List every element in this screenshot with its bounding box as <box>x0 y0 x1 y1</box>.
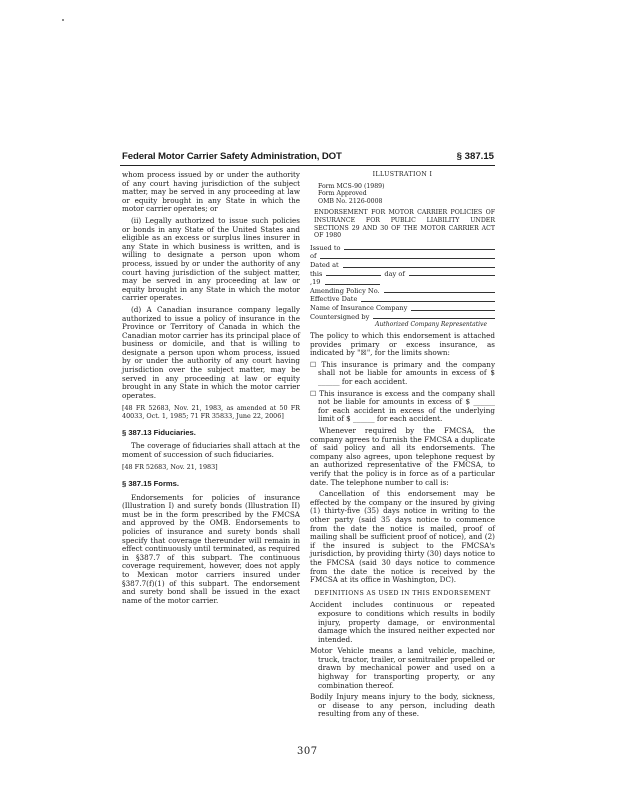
day-of-label: day of <box>384 269 405 278</box>
header-rule <box>120 165 495 166</box>
running-title: Federal Motor Carrier Safety Administration, DOT <box>122 151 342 162</box>
citation-2: [48 FR 52683, Nov. 21, 1983] <box>122 463 218 472</box>
of-field <box>310 252 495 261</box>
issued-to-field <box>310 244 495 253</box>
countersigned-field <box>310 313 495 322</box>
page-number: 307 <box>297 746 318 757</box>
left-column <box>122 171 300 608</box>
definition-accident: Accident includes continuous or repeated exposure to conditions which results in bodily injury, property damage, or environmental damage which the insured neither expected nor intended. <box>310 600 495 644</box>
left-paragraph-5: Endorsements for policies of insurance (Illustration I) and surety bonds (Illustration II) must be in the form prescribed by the FMCSA and approved by the OMB. Endorsements to policies of insurance and surety bonds shall specify that coverage thereunder will remain in effect continuously until terminated, as required in §387.7 of this subpart. The continuous coverage requirement, however, does not apply to Mexican motor carriers insured under §387.7(f)(1) of this subpart. The endorsement and surety bond shall be issued in the exact name of the motor carrier. <box>122 492 300 605</box>
issued-to-label: Issued to <box>310 243 341 252</box>
left-paragraph-4: The coverage of fiduciaries shall attach at the moment of succession of such fiduciaries. <box>122 441 300 459</box>
dated-at-field <box>310 261 495 270</box>
amending-policy-field <box>310 287 495 296</box>
section-heading-forms: § 387.15 Forms. <box>122 479 179 488</box>
illustration-label: ILLUSTRATION I <box>372 171 433 178</box>
form-number: Form MCS-90 (1989) <box>318 182 385 190</box>
form-approved: Form Approved <box>318 190 367 198</box>
left-paragraph-3: (d) A Canadian insurance company legally authorized to issue a policy of insurance in the Province or Territory of Canada in which the Canadian motor carrier has its principal place of business or domicile, and that is willing to designate a person upon whom process, issued by or under the authority of any court having jurisdiction over the subject matter, may be served in any proceeding at law or equity brought in any State in which the motor carrier operates. <box>122 304 300 400</box>
definitions-title: DEFINITIONS AS USED IN THIS ENDORSEMENT <box>314 589 491 597</box>
primary-insurance-option: ☐ This insurance is primary and the company shall not be liable for amounts in excess of $ ______ for each accident. <box>310 359 495 387</box>
left-paragraph-1: whom process issued by or under the authority of any court having jurisdiction of the subject matter, may be served in any proceeding at law or equity brought in any State in which the motor carrier operates; or <box>122 170 300 214</box>
endorsement-paragraph-5: Cancellation of this endorsement may be effected by the company or the insured by giving (1) thirty-five (35) days notice in writing to the other party (said 35 days notice to commence from the date the notice is mailed, proof of mailing shall be sufficient proof of notice), and (2) if the insured is subject to the FMCSA's jurisdiction, by providing thirty (30) days notice to the FMCSA (said 30 days notice to commence from the date the notice is received by the FMCSA at its office in Washington, DC). <box>310 489 495 585</box>
this-day-field <box>310 270 495 279</box>
omb-number: OMB No. 2126-0008 <box>318 197 383 205</box>
effective-date-field <box>310 295 495 304</box>
endorsement-paragraph-1: The policy to which this endorsement is attached provides primary or excess insurance, as indicated by "☒", for the limits shown: <box>310 331 495 358</box>
insurance-company-field <box>310 304 495 313</box>
section-heading-fiduciaries: § 387.13 Fiduciaries. <box>122 427 196 437</box>
insurance-company-label: Name of Insurance Company <box>310 303 408 312</box>
citation-1: [48 FR 52683, Nov. 21, 1983, as amended at 50 FR 40033, Oct. 1, 1985; 71 FR 35833, June 22, 2006] <box>122 404 300 421</box>
year-label: ,19 <box>310 278 321 287</box>
right-column <box>310 171 495 722</box>
effective-date-label: Effective Date <box>310 295 358 304</box>
left-paragraph-2: (ii) Legally authorized to issue such policies or bonds in any State of the United States and eligible as an excess or surplus lines insurer in any State in which business is written, and is willing to designate a person upon whom process, issued by or under the authority of any court having jurisdiction of the subject matter, may be served in any proceeding at law or equity brought in any State in which the motor carrier operates. <box>122 215 300 303</box>
amending-policy-label: Amending Policy No. <box>310 286 380 295</box>
definition-bodily-injury: Bodily Injury means injury to the body, sickness, or disease to any person, including death resulting from any of these. <box>310 692 495 719</box>
dated-at-label: Dated at <box>310 260 339 269</box>
section-number: § 387.15 <box>456 151 494 162</box>
of-label: of <box>310 252 317 261</box>
definition-motor-vehicle: Motor Vehicle means a land vehicle, machine, truck, tractor, trailer, or semitrailer propelled or drawn by mechanical power and used on a highway for transporting property, or any combination thereof. <box>310 646 495 690</box>
this-label: this <box>310 269 323 278</box>
countersigned-label: Countersigned by <box>310 312 370 321</box>
excess-insurance-option: ☐ This insurance is excess and the company shall not be liable for amounts in excess of $ ______ for each accident in excess of the underlying limit of $ ______ for each accident. <box>310 388 495 424</box>
endorsement-paragraph-4: Whenever required by the FMCSA, the company agrees to furnish the FMCSA a duplicate of said policy and all its endorsements. The company also agrees, upon telephone request by an authorized representative of the FMCSA, to verify that the policy is in force as of a particular date. The telephone number to call is: <box>310 426 495 487</box>
authorized-representative-caption: Authorized Company Representative <box>375 321 487 329</box>
year-field <box>310 278 495 287</box>
endorsement-title: ENDORSEMENT FOR MOTOR CARRIER POLICIES OF INSURANCE FOR PUBLIC LIABILITY UNDER SECTIONS 29 AND 30 OF THE MOTOR CARRIER ACT OF 1980 <box>314 209 495 240</box>
scan-speck <box>62 19 64 21</box>
